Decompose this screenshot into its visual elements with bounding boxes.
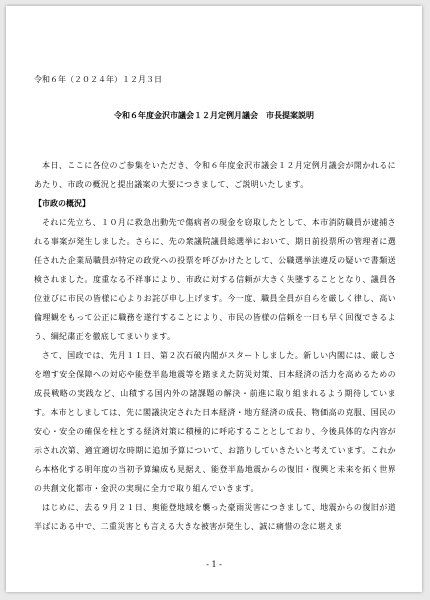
document-body [34, 156, 396, 536]
intro-paragraph: 本日、ここに各位のご参集をいただき、令和６年度金沢市議会１２月定例月議会が開かれるにあたり、市政の概況と提出議案の大要につきまして、ご説明いたします。 [34, 161, 396, 189]
document-date: 令和６年（２０２４年）１２月３日 [34, 75, 162, 84]
section-heading: 【市政の概況】 [34, 198, 90, 208]
paragraph-heavy-rain: はじめに、去る９月２１日、奥能登地域を襲った豪雨災害につきまして、地震からの復旧が道半ばにある中で、二重災害とも言える大きな被害が発生し、誠に痛惜の念に堪えま [34, 503, 396, 531]
paragraph-misconduct: それに先立ち、１０月に救急出動先で傷病者の現金を窃取したとして、本市消防職員が逮捕される事案が発生しました。さらに、先の衆議院議員総選挙において、期日前投票所の管理者に選任された企業局職員が特定の政党への投票を呼びかけたとして、公職選挙法違反の疑いで書類送検されました。度重なる不祥事により、市政に対する信頼が大きく失墜することとなり、議員各位並びに市民の皆様に心よりお詫び申し上げます。今一度、職員全員が自らを厳しく律し、高い倫理観をもって公正に職務を遂行することにより、市民の皆様の信頼を一日も早く回復できるよう、綱紀粛正を徹底してまいります。 [34, 218, 396, 341]
page-number: - 1 - [206, 560, 222, 569]
paragraph-national-politics: さて、国政では、先月１１日、第２次石破内閣がスタートしました。新しい内閣には、厳しさを増す安全保障への対応や能登半島地震等を踏まえた防災対策、日本経済の活力を高めるための成長戦略の実践など、山積する国内外の諸課題の解決・前進に取り組まれるよう期待しています。本市としましては、先に閣議決定された日本経済・地方経済の成長、物価高の克服、国民の安心・安全の確保を柱とする経済対策に積極的に呼応することとしており、今後具体的な内容が示され次第、適宜適切な時期に追加予算について、お諮りしていきたいと考えています。これから本格化する明年度の当初予算編成も見据え、能登半島地震からの復旧・復興と未来を拓く世界の共創文化都市・金沢の実現に全力で取り組んでいきます。 [34, 351, 396, 493]
document-page [6, 6, 422, 592]
document-title: 令和６年度金沢市議会１２月定例月議会 市長提案説明 [114, 110, 314, 120]
